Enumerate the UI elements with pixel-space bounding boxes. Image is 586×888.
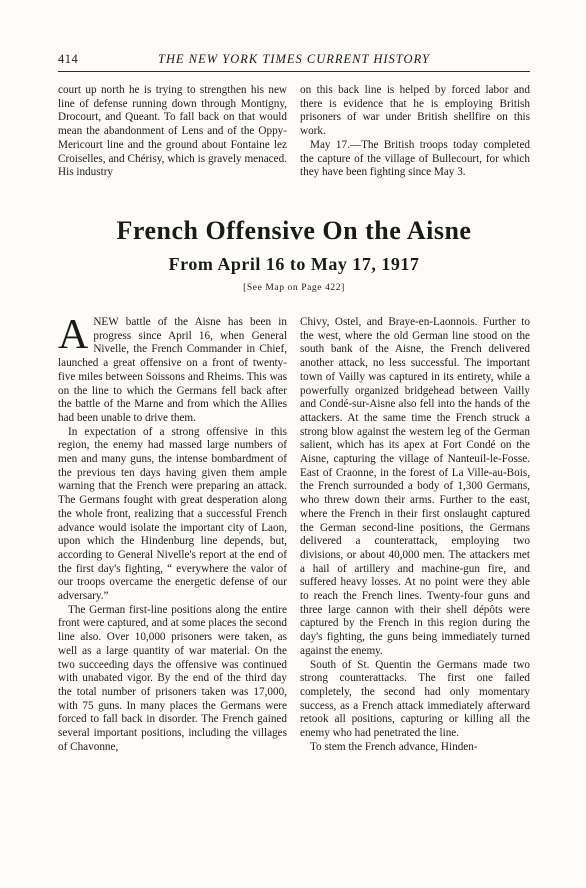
article-paragraph-6: To stem the French advance, Hinden- [310, 740, 478, 753]
header-rule [58, 71, 530, 72]
article-paragraph-1-text: NEW battle of the Aisne has been in progress since April 16, when General Nivelle, the French Commander in Chief, launched a great offensive on a front of twenty-five miles between Soissons and Rheims. This was on the line to which the Germans fell back after the battle of the Marne and from which the Allies had been unable to drive them. [58, 316, 287, 424]
top-right-paragraph: on this back line is helped by forced labor and there is evidence that he is employing British prisoners of war under British shellfire on this work. [300, 84, 530, 138]
page-number: 414 [58, 52, 79, 66]
top-right-column [300, 84, 530, 188]
article-paragraph-2: In expectation of a strong offensive in this region, the enemy had massed large numbers of men and many guns, the intense bombardment of the previous ten days having given them ample warning that the French were preparing an attack. The Germans fought with great desperation along the whole front, realizing that a successful French advance would isolate the important city of Laon, upon which the Hindenburg line depends, but, according to General Nivelle's report at the end of the first day's fighting, “ everywhere the valor of our troops overcame the energetic defense of our adversary.” [58, 425, 287, 603]
article-paragraph-4: Chivy, Ostel, and Braye-en-Laonnois. Further to the west, where the old German line stood on the south bank of the Aisne, the French delivered another attack, no less successful. The important town of Vailly was captured in its entirety, while a powerfully organized bridgehead between Vailly and Condé-sur-Aisne also fell into the hands of the attackers. At the same time the French struck a strong blow against the western leg of the German salient, which has its apex at Fort Condé on the Aisne, capturing the village of Nanteuil-le-Fosse. East of Craonne, in the forest of La Ville-au-Bois, the French surrounded a body of 1,300 Germans, who threw down their arms. Further to the east, where the French in their first onslaught captured the German second-line positions, the Germans delivered a counterattack, employing two divisions, or about 40,000 men. The attackers met a hail of artillery and machine-gun fire, and suffered heavy losses. At no point were they able to reach the French lines. Twenty-four guns and three large cannon with their shell dépôts were captured by the French in this region during the day's fighting, the guns being immediately turned against the enemy. [300, 316, 530, 657]
top-right-paragraph-2: May 17.—The British troops today completed the capture of the village of Bullecourt, for which they have been fighting since May 3. [300, 138, 530, 179]
drop-cap: A [58, 312, 89, 358]
article-title: French Offensive On the Aisne [116, 216, 472, 245]
running-header [58, 52, 530, 68]
top-left-column [58, 84, 287, 188]
top-left-paragraph: court up north he is trying to strengthen his new line of defense running down through Montigny, Drocourt, and Queant. To fall back on that would mean the abandonment of Lens and of the Oppy-Mericourt line and the ground about Fontaine lez Croiselles, and Chérisy, which is gravely menaced. His industry [58, 84, 287, 179]
article-paragraph-5: South of St. Quentin the Germans made two strong counterattacks. The first one failed completely, the second had only momentary success, as a French attack immediately afterward retook all positions, capturing or killing all the enemy who had penetrated the line. [300, 658, 530, 740]
article-left-column [58, 312, 287, 876]
see-map-note: [See Map on Page 422] [243, 283, 345, 293]
article-paragraph-3: The German first-line positions along the entire front were captured, and at some places the second line also. Over 10,000 prisoners were taken, as well as a large quantity of war material. On the two succeeding days the offensive was continued with unabated vigor. By the end of the third day the total number of prisoners taken was 17,000, with 75 guns. In many places the Germans were forced to fall back in disorder. The French gained several important positions, including the villages of Chavonne, [58, 603, 287, 753]
article-subtitle: From April 16 to May 17, 1917 [168, 254, 420, 274]
article-paragraph-1 [58, 312, 287, 426]
running-title: THE NEW YORK TIMES CURRENT HISTORY [158, 52, 430, 66]
article-right-column [300, 316, 530, 876]
